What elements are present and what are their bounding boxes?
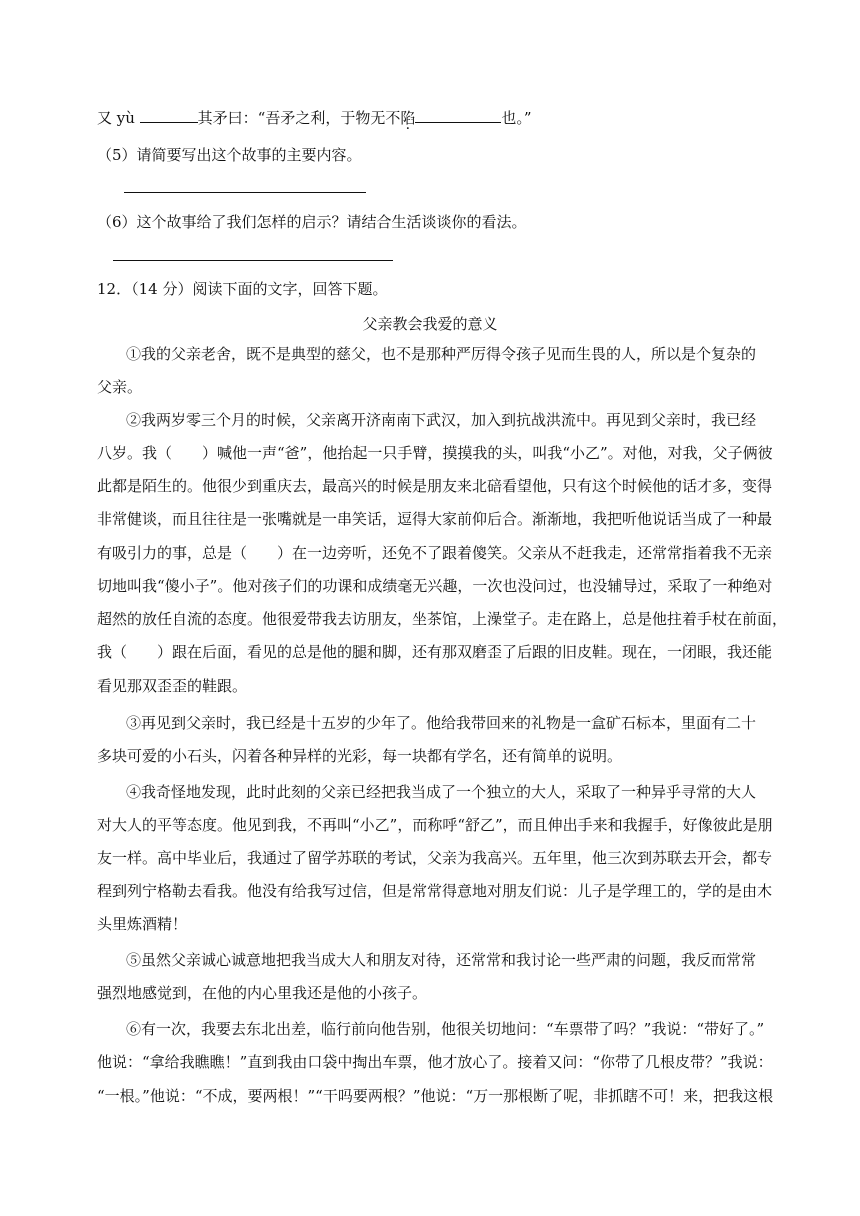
question-6: （6）这个故事给了我们怎样的启示？请结合生活谈谈你的看法。 — [97, 213, 527, 231]
text-line: 超然的放任自流的态度。他很爱带我去访朋友，坐茶馆，上澡堂子。走在路上，总是他拄着手杖在前面， — [97, 610, 788, 628]
text-line: ③再见到父亲时，我已经是十五岁的少年了。他给我带回来的礼物是一盒矿石标本，里面有二十 — [126, 714, 757, 732]
text-line: 强烈地感觉到，在他的内心里我还是他的小孩子。 — [97, 984, 428, 1002]
text-line: 看见那双歪歪的鞋跟。 — [97, 677, 248, 695]
text-line: 非常健谈，而且往往是一张嘴就是一串笑话，逗得大家前仰后合。渐渐地，我把听他说话当成了一种最 — [97, 510, 773, 528]
question-4-line — [97, 108, 532, 128]
text-line: 此都是陌生的。他很少到重庆去，最高兴的时候是朋友来北碚看望他，只有这个时候他的话才多，变得 — [97, 477, 773, 495]
text-line: “一根。”他说：“不成，要两根！”“干吗要两根？”他说：“万一那根断了呢，非抓瞎不可！来，把我这根 — [97, 1087, 774, 1105]
text-line: ⑤虽然父亲诚心诚意地把我当成大人和朋友对待，还常常和我讨论一些严肃的问题，我反而常常 — [126, 951, 757, 969]
question-12: 12．（14 分）阅读下面的文字，回答下题。 — [97, 280, 388, 298]
text-line: 程到列宁格勒去看我。他没有给我写过信，但是常常得意地对朋友们说：儿子是学理工的，学的是由木 — [97, 882, 773, 900]
answer-blank[interactable] — [140, 108, 198, 123]
text-line: 切地叫我“傻小子”。他对孩子们的功课和成绩毫无兴趣，一次也没问过，也没辅导过，采取了一种绝对 — [97, 577, 773, 595]
text-line: ⑥有一次，我要去东北出差，临行前向他告别，他很关切地问：“车票带了吗？”我说：“带好了。” — [126, 1020, 765, 1038]
text-line: 头里炼酒精！ — [97, 915, 188, 933]
text-line: 多块可爱的小石头，闪着各种异样的光彩，每一块都有学名，还有简单的说明。 — [97, 747, 623, 765]
text-line: 我（ ）跟在后面，看见的总是他的腿和脚，还有那双磨歪了后跟的旧皮鞋。现在，一闭眼，我还能 — [97, 643, 773, 661]
text-line: ④我奇怪地发现，此时此刻的父亲已经把我当成了一个独立的大人，采取了一种异乎寻常的大人 — [126, 783, 757, 801]
text-line: 对大人的平等态度。他见到我，不再叫“小乙”，而称呼“舒乙”，而且伸出手来和我握手，好像彼此是朋 — [97, 816, 773, 834]
dotted-char: 陷 — [400, 109, 416, 127]
text-line: ②我两岁零三个月的时候，父亲离开济南南下武汉，加入到抗战洪流中。再见到父亲时，我已经 — [126, 411, 757, 429]
answer-line[interactable] — [124, 192, 366, 193]
answer-blank[interactable] — [415, 108, 501, 123]
line-mid: 其矛曰：“吾矛之利，于物无不 — [197, 109, 401, 127]
line-end: 也。” — [501, 109, 532, 127]
text-line: 八岁。我（ ）喊他一声“爸”，他抬起一只手臂，摸摸我的头，叫我“小乙”。对他，对我，父子俩彼 — [97, 444, 773, 462]
text-line: 父亲。 — [97, 378, 143, 396]
question-5: （5）请简要写出这个故事的主要内容。 — [97, 146, 362, 164]
line-prefix: 又 yù — [97, 109, 140, 127]
text-line: 他说：“拿给我瞧瞧！”直到我由口袋中掏出车票，他才放心了。接着又问：“你带了几根皮带？”我说： — [97, 1053, 773, 1071]
text-line: 有吸引力的事，总是（ ）在一边旁听，还免不了跟着傻笑。父亲从不赶我走，还常常指着我不无亲 — [97, 544, 773, 562]
article-title: 父亲教会我爱的意义 — [362, 315, 498, 333]
text-line: ①我的父亲老舍，既不是典型的慈父，也不是那种严厉得令孩子见而生畏的人，所以是个复杂的 — [126, 345, 757, 363]
answer-line[interactable] — [113, 260, 393, 261]
text-line: 友一样。高中毕业后，我通过了留学苏联的考试，父亲为我高兴。五年里，他三次到苏联去开会，都专 — [97, 849, 773, 867]
